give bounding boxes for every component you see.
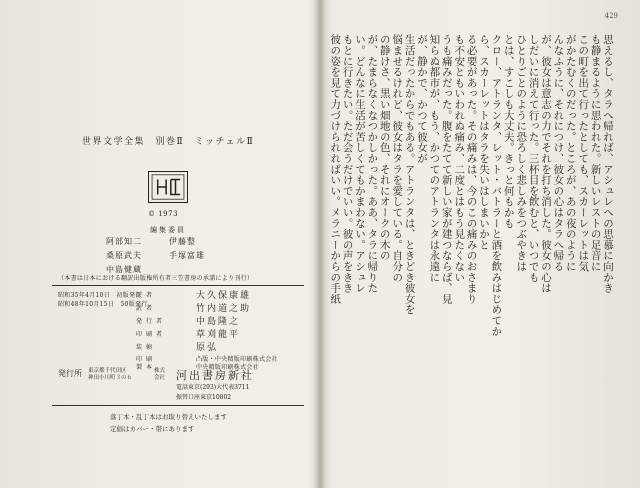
issuer-label: 発行所 — [58, 369, 82, 378]
body-text — [326, 34, 616, 434]
page-number: 429 — [604, 12, 618, 20]
text-column: ひとりごとのように恐ろしく悲しみをつぶやきは — [515, 34, 528, 272]
text-column: 彼の姿を見て力づけられればいい。メラニーからの手紙 — [329, 34, 342, 304]
text-column: が、静かで、かつて彼女が — [416, 34, 428, 164]
text-column: うも痛みだった。腹をたてて新しい家が建つならば、見 — [440, 34, 453, 304]
text-column: 知らぬ都市が、もう、かつてのアトランタは永遠に — [428, 34, 441, 283]
credit-role: 発行者 — [136, 318, 167, 325]
credit-name: 中島隆之 — [196, 317, 241, 327]
series-title: 世界文学全集 別巻Ⅱ ミッチェルⅡ — [82, 137, 255, 147]
rights-notice: （本書は日本における翻訳出版権所有者三笠書房の承諾により刊行） — [58, 275, 254, 282]
text-column: もとに行きたい。ただ会うだけでいい。彼の声をきき — [341, 34, 354, 294]
editor-name: 手塚富雄 — [169, 251, 205, 260]
editor-name: 伊藤整 — [169, 237, 196, 246]
issuer-address — [88, 368, 132, 382]
credit-name: 竹内道之助 — [196, 304, 252, 314]
text-column: 生活だったからでもある。アトランタは、ときどき彼女を — [403, 34, 416, 315]
credit-row — [136, 327, 304, 339]
editor-name: 桑原武夫 — [106, 251, 142, 260]
print-date-first: 昭和35年4月10日 初版発行 — [58, 292, 142, 299]
credit-row — [136, 288, 304, 300]
credit-role: 印刷 — [136, 356, 157, 363]
credit-role: 訳者 — [136, 305, 157, 312]
text-column: とは、すこしも大丈夫。きっと何もかも — [502, 34, 515, 229]
credit-name: 大久保康雄 — [196, 291, 252, 301]
publisher-logo — [148, 171, 188, 203]
text-column: が、たまらなくなつかしかった。ああ、タラに帰りた — [366, 34, 379, 294]
issuer-phone: 電話東京(293)大代表3711 — [176, 384, 250, 391]
print-date-latest: 昭和48年10月15日 50版発行 — [58, 301, 148, 308]
text-column: い。どんなに生活が苦しくてもかまわない。アシュレ — [354, 34, 366, 294]
issuer-address-text: 東京都千代田区 神田小川町３の６ — [88, 368, 133, 381]
text-column: 思えるし、タラへ帰れば、アシュレへの思慕に向かき — [602, 34, 614, 294]
editorial-heading: 編集委員 — [150, 226, 186, 234]
text-column: んなふうに、それにつけ、彼女の心はタラへ帰る — [552, 34, 565, 272]
credit-role: 印刷者 — [136, 331, 167, 338]
text-column: この町を出て行ったとしても、スカーレットは気 — [577, 34, 590, 272]
credit-row — [136, 301, 304, 313]
text-column: も静まるように思われた。新しいレストの足音に — [589, 34, 602, 272]
publisher-logo-mark — [149, 172, 187, 202]
credit-role: 訳者 — [136, 292, 157, 299]
credit-row — [136, 340, 304, 352]
text-column — [326, 34, 329, 434]
credit-name: 凸版・中央精版印刷株式会社 — [196, 356, 278, 363]
issuer-name: 河出書房新社 — [176, 369, 254, 382]
text-column: 悩ませるけれど、彼女はタラを愛している。自分の — [391, 34, 404, 283]
text-column: が、彼女は意志の力でそれを打ち消した。彼女の心は — [540, 34, 552, 294]
text-column: も不安ともいわれぬ痛み、二度とはもう見たくない — [453, 34, 466, 283]
issuer-corp-text: 株式 会社 — [154, 368, 166, 381]
replacement-note: 落丁本・乱丁本はお取り替えいたします — [110, 413, 227, 421]
credit-name: 草刈龍平 — [196, 330, 241, 340]
editor-name: 阿部知二 — [106, 237, 142, 246]
issuer-corp-type — [154, 368, 165, 382]
text-column: しだいに消えて行った。三杯目を飲むと、いつでも — [527, 34, 540, 283]
price-note: 定価はカバー・帯にあります — [110, 425, 195, 433]
issuer-transfer-account: 振替口座東京10802 — [176, 394, 232, 401]
copyright: © 1973 — [148, 210, 179, 218]
text-column: の静けさ、黒い畑地の色、それにオークの木の — [378, 34, 391, 261]
credit-role: 装幀 — [136, 344, 157, 351]
text-column: クロー、アトランタ、レット・バトラーと酒を飲みはじめてか — [490, 34, 503, 337]
text-column: がかたむくのだった。ところが、あの夜のように — [564, 34, 577, 272]
text-column: ら、スカーレットはタラを失いはしまいかと — [478, 34, 490, 250]
credit-row — [136, 314, 304, 326]
credit-name: 原弘 — [196, 343, 219, 353]
editor-name: 中島健蔵 — [106, 265, 142, 274]
credit-role: 製本 — [136, 364, 157, 371]
colophon-box — [52, 285, 304, 406]
credit-name: 中央精版印刷株式会社 — [196, 364, 260, 371]
text-column: る必要があった。その痛みは、今のこの痛みのおさまり — [465, 34, 478, 304]
editor-list — [106, 236, 226, 275]
book-gutter — [314, 0, 326, 488]
